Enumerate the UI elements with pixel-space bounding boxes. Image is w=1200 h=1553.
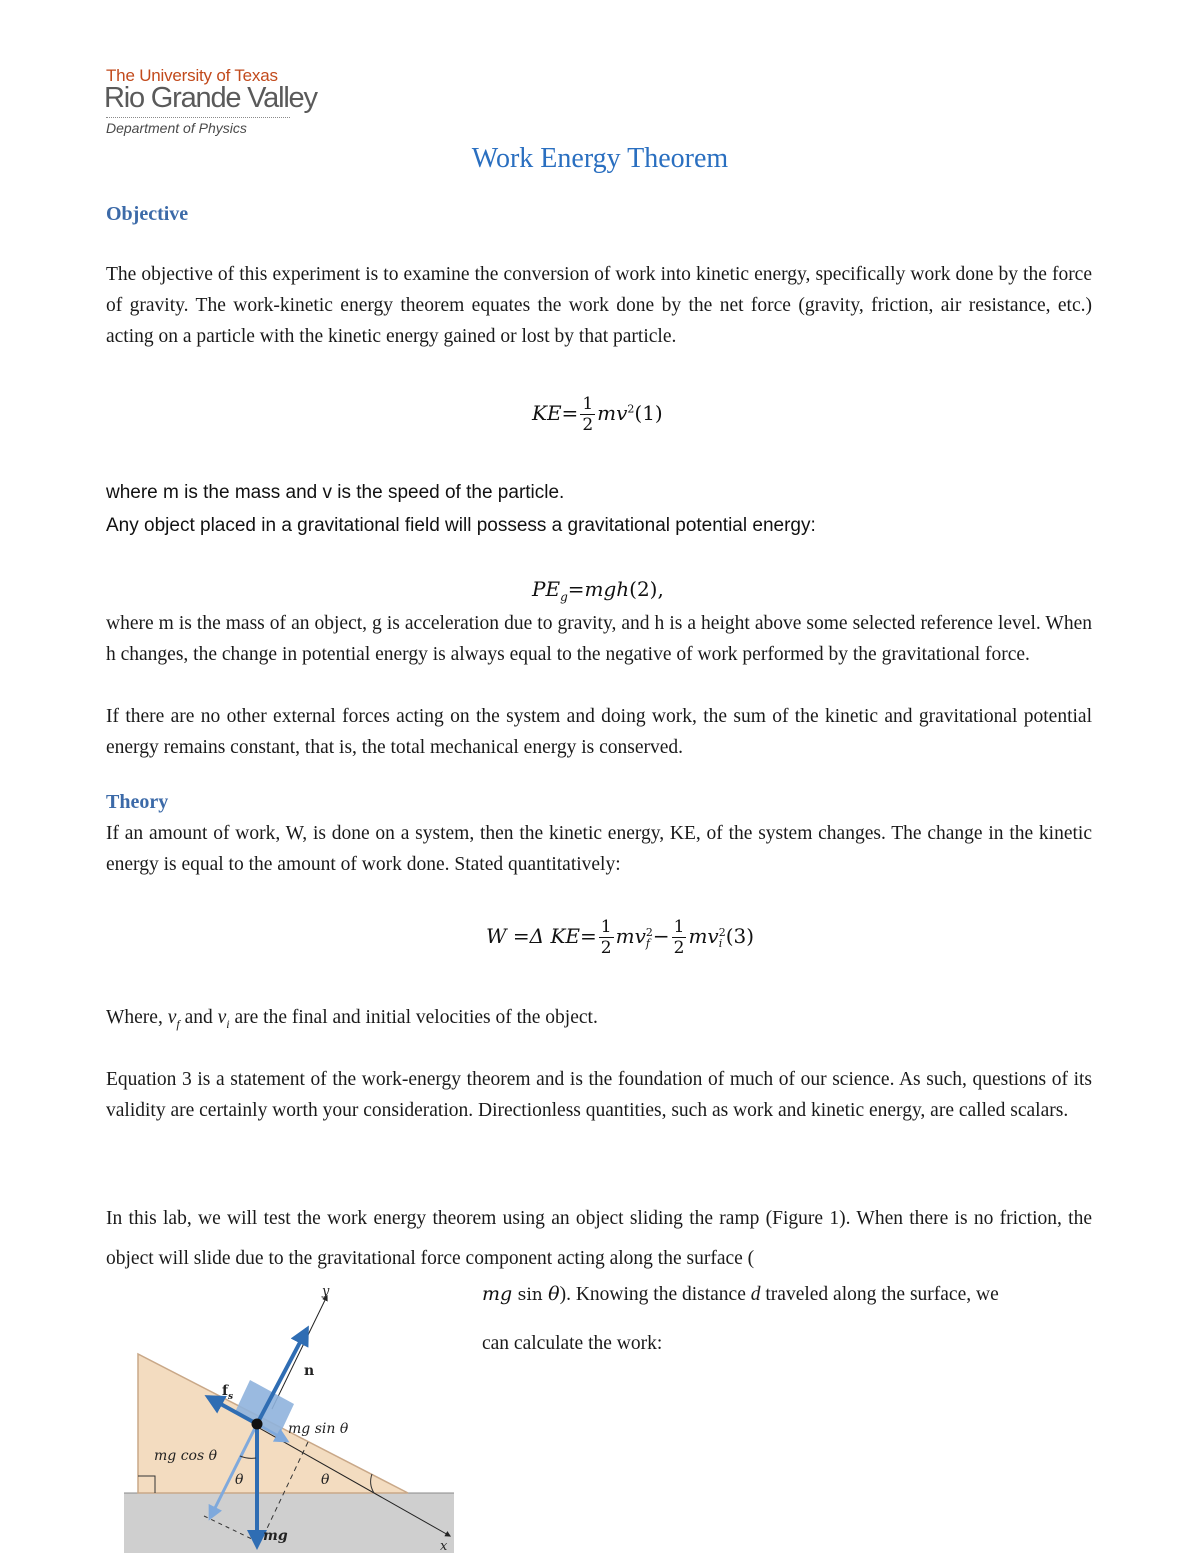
work-energy-theorem-paragraph: Equation 3 is a statement of the work-energy theorem and is the foundation of much of our science. As such, questions of its validity are certainly worth your consideration. Directionless quantities, such as work and kinetic energy, are called scalars. (106, 1069, 1092, 1121)
mass-speed-note: where m is the mass and v is the speed of the particle. (106, 482, 565, 503)
objective-paragraph: The objective of this experiment is to examine the conversion of work into kinetic energy, specifically work done by the force of gravity. The work-kinetic energy theorem equates the work done by the net force (gravity, friction, air resistance, etc.) acting on a particle with the kinetic energy gained or lost by that particle. (106, 264, 1092, 347)
department-name: Department of Physics (106, 120, 247, 136)
friction-label: $f_s$ (222, 1383, 234, 1402)
university-logo-line2: Rio Grande Valley (104, 82, 317, 114)
velocities-note: Where, $v_f$ and $v_i$ are the final and initial velocities of the object. (106, 1007, 598, 1031)
logo-divider (106, 117, 290, 118)
mechanical-energy-paragraph: If there are no other external forces acting on the system and doing work, the sum of the kinetic and gravitational potential energy remains constant, that is, the total mechanical energy is conserved. (106, 706, 1092, 758)
x-axis-label: x (440, 1539, 448, 1553)
document-title: Work Energy Theorem (471, 143, 729, 174)
lab-description-end: can calculate the work: (482, 1333, 663, 1354)
weight-label: mg (263, 1528, 288, 1544)
potential-energy-intro: Any object placed in a gravitational field will possess a gravitational potential energy: (106, 515, 816, 536)
objective-heading: Objective (106, 203, 189, 225)
theory-heading: Theory (106, 791, 169, 813)
mg-cos-label: mg cos θ (154, 1448, 218, 1464)
equation-potential-energy: $PE_g=mgh(2)$, (532, 577, 664, 604)
theta-label-left: θ (235, 1472, 244, 1488)
equation-work-energy: W =Δ KE= $\frac{1}{2}$ mv 2 f − $\frac{1}{2}$ mv 2 i (3) (486, 917, 755, 958)
university-logo-line1: The University of Texas (106, 66, 278, 85)
mg-sin-label: mg sin θ (288, 1421, 349, 1437)
ground (124, 1493, 454, 1553)
y-axis (272, 1296, 327, 1409)
theta-label-right: θ (321, 1472, 330, 1488)
normal-force-label: n (304, 1363, 315, 1379)
theory-paragraph: If an amount of work, W, is done on a system, then the kinetic energy, KE, of the system changes. The change in the kinetic energy is equal to the amount of work done. Stated quantitatively: (106, 823, 1092, 875)
lab-description-continued: mg sin θ). Knowing the distance d traveled along the surface, we (482, 1283, 999, 1305)
equation-kinetic-energy: KE= $\frac{1}{2}$ $mv^2(1)$ (532, 394, 663, 435)
potential-energy-paragraph: where m is the mass of an object, g is acceleration due to gravity, and h is a height above some selected reference level. When h changes, the change in potential energy is always equal to the negative of work performed by the gravitational force. (106, 613, 1092, 665)
lab-description-paragraph: In this lab, we will test the work energy theorem using an object sliding the ramp (Figure 1). When there is no friction, the object will slide due to the gravitational force component acting along the surface ( (106, 1208, 1092, 1269)
inclined-plane-figure (122, 1284, 462, 1553)
y-axis-label: y (322, 1284, 330, 1299)
